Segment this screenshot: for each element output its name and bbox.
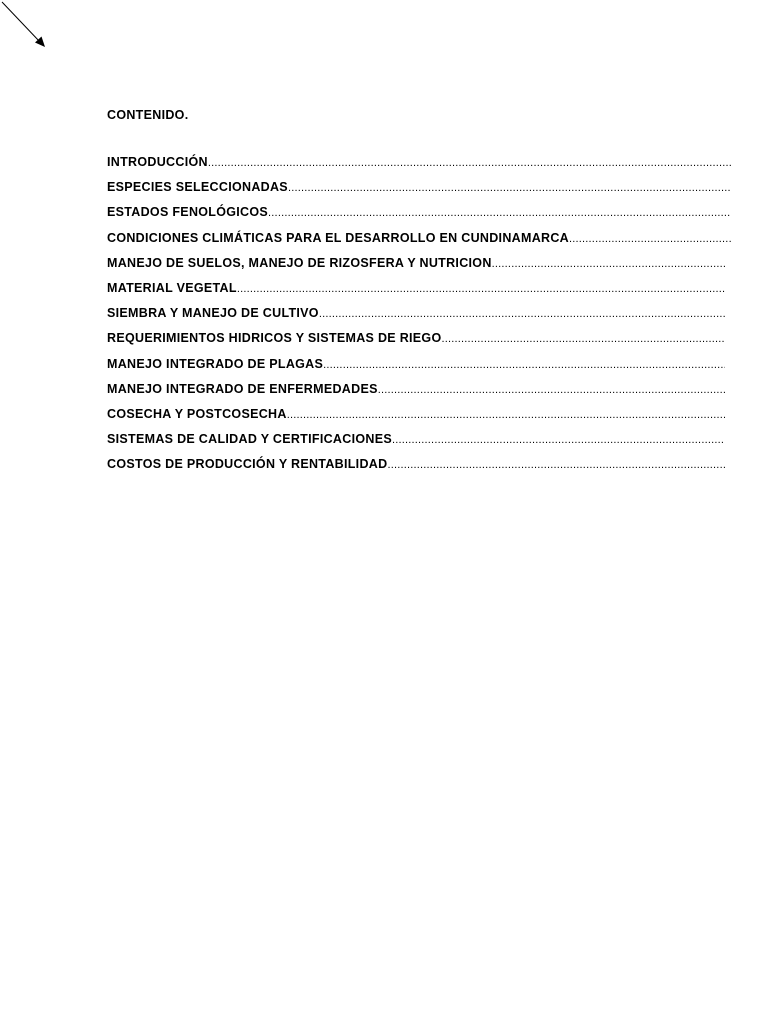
toc-dot-leader — [387, 457, 725, 473]
toc-entry[interactable] — [107, 356, 725, 381]
toc-entry-title: SIEMBRA Y MANEJO DE CULTIVO — [107, 306, 319, 321]
toc-entry[interactable] — [107, 381, 725, 406]
toc-entry[interactable] — [107, 230, 731, 255]
toc-dot-leader — [268, 205, 731, 221]
toc-heading: CONTENIDO. — [107, 108, 189, 122]
toc-dot-leader — [323, 357, 725, 373]
toc-dot-leader — [237, 281, 725, 297]
toc-dot-leader — [569, 231, 731, 247]
toc-entry-title: ESPECIES SELECCIONADAS — [107, 180, 288, 195]
toc-entry[interactable] — [107, 280, 725, 305]
toc-entry-title: INTRODUCCIÓN — [107, 155, 208, 169]
toc-entry[interactable] — [107, 406, 725, 431]
toc-dot-leader — [287, 407, 725, 423]
toc-entry[interactable] — [107, 330, 725, 355]
toc-dot-leader — [208, 155, 731, 171]
toc-entry-title: MANEJO INTEGRADO DE ENFERMEDADES — [107, 381, 378, 396]
toc-dot-leader — [288, 180, 731, 196]
toc-dot-leader — [441, 331, 725, 347]
toc-entry[interactable] — [107, 456, 725, 481]
toc-entry-title: ESTADOS FENOLÓGICOS — [107, 205, 269, 220]
toc-dot-leader — [319, 306, 725, 322]
toc-entry-title: REQUERIMIENTOS HIDRICOS Y SISTEMAS DE RIEGO — [107, 331, 442, 346]
toc-entry[interactable] — [107, 154, 731, 179]
toc-dot-leader — [492, 256, 725, 272]
toc-entry[interactable] — [107, 204, 731, 229]
toc-entry-title: CONDICIONES CLIMÁTICAS PARA EL DESARROLLO EN CUNDINAMARCA — [107, 230, 570, 245]
toc-entry[interactable] — [107, 179, 731, 204]
toc-entry-title: COSTOS DE PRODUCCIÓN Y RENTABILIDAD — [107, 457, 388, 472]
toc-entry[interactable] — [107, 255, 725, 280]
toc-entry[interactable] — [107, 431, 725, 456]
toc-entry-title: MANEJO DE SUELOS, MANEJO DE RIZOSFERA Y NUTRICION — [107, 255, 492, 270]
toc-entry-title: COSECHA Y POSTCOSECHA — [107, 406, 287, 421]
toc-entry[interactable] — [107, 305, 725, 330]
toc-dot-leader — [392, 432, 725, 448]
toc-entry-title: SISTEMAS DE CALIDAD Y CERTIFICACIONES — [107, 432, 392, 447]
toc-dot-leader — [378, 382, 725, 398]
toc-entry-title: MATERIAL VEGETAL — [107, 280, 237, 295]
corner-arrow-icon — [0, 0, 60, 60]
toc-entry-title: MANEJO INTEGRADO DE PLAGAS — [107, 356, 324, 371]
toc-list — [107, 154, 737, 481]
